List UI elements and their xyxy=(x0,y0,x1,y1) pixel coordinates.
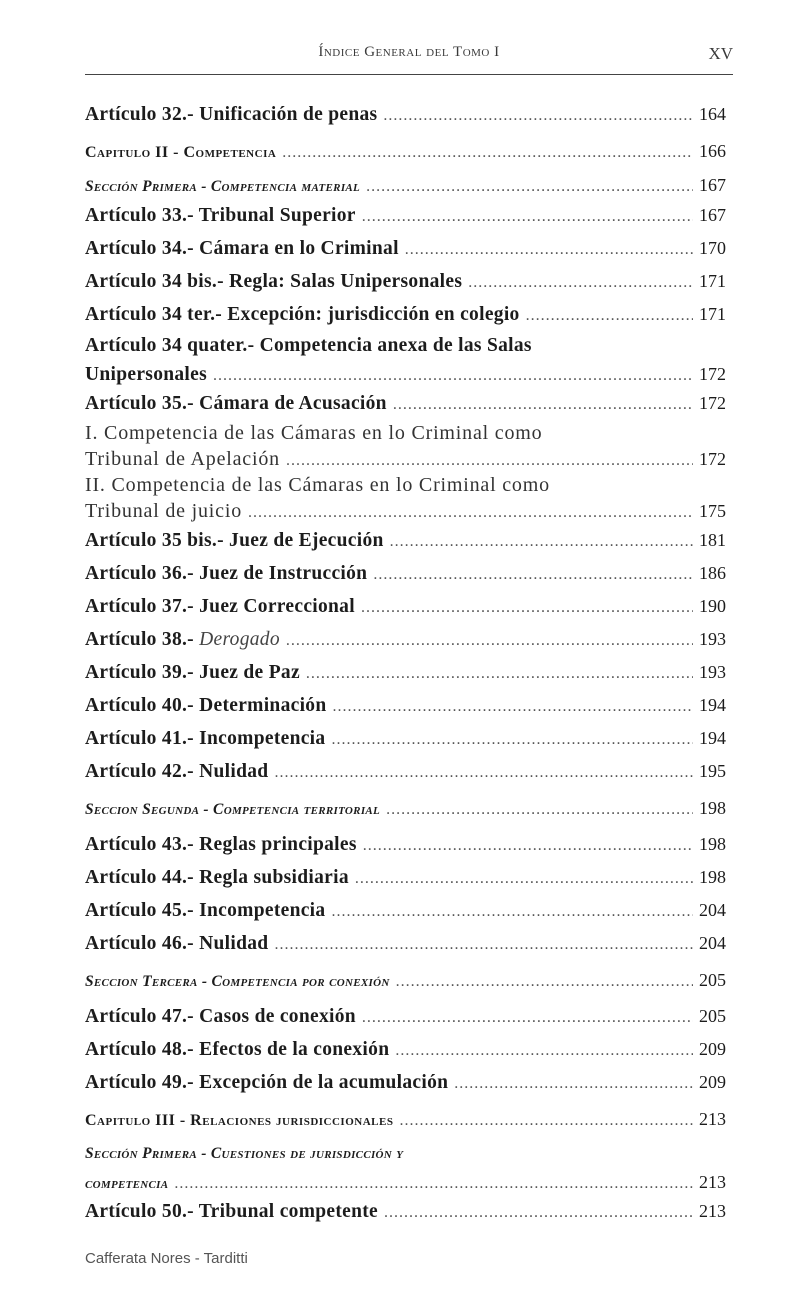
dot-leader xyxy=(396,962,693,1002)
toc-entry-page: 167 xyxy=(699,175,726,195)
dot-leader xyxy=(373,558,693,591)
toc-entry-page: 164 xyxy=(699,104,726,124)
dot-leader xyxy=(213,363,693,389)
dot-leader xyxy=(248,500,693,526)
toc-entry-title: Artículo 48.- Efectos de la conexión xyxy=(85,1039,390,1060)
toc-entry xyxy=(85,927,726,960)
toc-entry-title: Artículo 32.- Unificación de penas xyxy=(85,104,378,125)
toc-entry-title: Artículo 34 ter.- Excepción: jurisdicción en colegio xyxy=(85,304,520,325)
toc-entry xyxy=(85,298,726,331)
dot-leader xyxy=(386,790,693,830)
toc-entry-title-line1: Sección Primera - Cuestiones de jurisdicción y xyxy=(85,1145,404,1162)
dot-leader xyxy=(174,1171,693,1197)
toc-entry-page: 166 xyxy=(699,141,726,161)
toc-entry-page: 194 xyxy=(699,695,726,715)
toc-entry-page: 175 xyxy=(699,501,726,521)
toc-entry xyxy=(85,131,726,171)
toc-entry-page: 198 xyxy=(699,867,726,887)
toc-entry-title: Artículo 39.- Juez de Paz xyxy=(85,662,300,683)
toc-entry xyxy=(85,1169,726,1195)
dot-leader xyxy=(286,624,693,657)
dot-leader xyxy=(384,1196,693,1229)
dot-leader xyxy=(395,1034,693,1067)
toc-entry-page: 190 xyxy=(699,596,726,616)
dot-leader xyxy=(363,829,693,862)
toc-entry-title: Artículo 34.- Cámara en lo Criminal xyxy=(85,238,399,259)
toc-entry-title: Seccion Segunda - Competencia territorial xyxy=(85,801,381,818)
toc-entry-page: 209 xyxy=(699,1072,726,1092)
dot-leader xyxy=(274,928,693,961)
header-page-number: XV xyxy=(708,44,733,63)
toc-entry-page: 205 xyxy=(699,1006,726,1026)
toc-entry-title: Artículo 41.- Incompetencia xyxy=(85,728,326,749)
dot-leader xyxy=(393,388,693,421)
toc-entry xyxy=(85,1000,726,1033)
toc-entry xyxy=(85,656,726,689)
toc-entry-page: 171 xyxy=(699,304,726,324)
dot-leader xyxy=(355,862,693,895)
dot-leader xyxy=(399,1101,693,1141)
dot-leader xyxy=(362,1001,693,1034)
toc-entry-page: 205 xyxy=(699,970,726,990)
toc-entry xyxy=(85,1033,726,1066)
toc-entry-title xyxy=(85,623,280,656)
dot-leader xyxy=(526,299,693,332)
toc-entry-title: Artículo 35.- Cámara de Acusación xyxy=(85,393,387,414)
toc-entry-title: Artículo 50.- Tribunal competente xyxy=(85,1201,378,1222)
toc-entry xyxy=(85,171,726,199)
toc-entry xyxy=(85,689,726,722)
toc-entry-page: 186 xyxy=(699,563,726,583)
toc-entry-page: 198 xyxy=(699,834,726,854)
dot-leader xyxy=(468,266,693,299)
toc-entry xyxy=(85,387,726,420)
header-rule xyxy=(85,74,733,75)
toc-entry xyxy=(85,894,726,927)
toc-entry xyxy=(85,788,726,828)
toc-entry xyxy=(85,1099,726,1139)
toc-entry xyxy=(85,498,726,524)
toc-entry-page: 213 xyxy=(699,1201,726,1221)
table-of-contents xyxy=(85,98,726,1228)
toc-entry-title: Sección Primera - Competencia material xyxy=(85,178,361,195)
toc-entry xyxy=(85,446,726,472)
dot-leader xyxy=(282,133,693,173)
toc-entry xyxy=(85,755,726,788)
toc-entry-page: 170 xyxy=(699,238,726,258)
dot-leader xyxy=(331,895,693,928)
toc-entry-title: Artículo 33.- Tribunal Superior xyxy=(85,205,356,226)
toc-entry-title: Artículo 42.- Nulidad xyxy=(85,761,269,782)
toc-entry-page: 171 xyxy=(699,271,726,291)
toc-entry-title: Artículo 40.- Determinación xyxy=(85,695,327,716)
article-number: Artículo 38.- xyxy=(85,629,194,650)
dot-leader xyxy=(333,690,694,723)
toc-entry xyxy=(85,265,726,298)
toc-entry-page: 198 xyxy=(699,798,726,818)
toc-entry xyxy=(85,590,726,623)
toc-entry xyxy=(85,557,726,590)
toc-entry-title-line1: Artículo 34 quater.- Competencia anexa de las Salas xyxy=(85,335,532,356)
dot-leader xyxy=(331,723,693,756)
toc-entry-page: 195 xyxy=(699,761,726,781)
toc-entry-title-line1: I. Competencia de las Cámaras en lo Criminal como xyxy=(85,422,543,444)
toc-entry-title: Artículo 35 bis.- Juez de Ejecución xyxy=(85,530,384,551)
toc-entry xyxy=(85,960,726,1000)
toc-entry-title: Seccion Tercera - Competencia por conexión xyxy=(85,973,390,990)
toc-entry-page: 193 xyxy=(699,629,726,649)
toc-entry xyxy=(85,1195,726,1228)
toc-entry-title: Artículo 43.- Reglas principales xyxy=(85,834,357,855)
toc-entry-title: Capitulo III - Relaciones jurisdiccionales xyxy=(85,1112,394,1129)
toc-entry-title: Artículo 49.- Excepción de la acumulación xyxy=(85,1072,449,1093)
toc-entry-page: 209 xyxy=(699,1039,726,1059)
toc-entry-title-line1: II. Competencia de las Cámaras en lo Criminal como xyxy=(85,474,550,496)
toc-entry-title: Tribunal de juicio xyxy=(85,500,242,522)
toc-entry-title: competencia xyxy=(85,1175,169,1192)
toc-entry-title: Artículo 34 bis.- Regla: Salas Unipersonales xyxy=(85,271,463,292)
toc-entry-page: 213 xyxy=(699,1172,726,1192)
header-title: Índice General del Tomo I xyxy=(318,44,500,60)
dot-leader xyxy=(274,756,693,789)
dot-leader xyxy=(362,200,693,233)
toc-entry-page: 172 xyxy=(699,393,726,413)
toc-entry-page: 213 xyxy=(699,1109,726,1129)
toc-entry-page: 193 xyxy=(699,662,726,682)
dot-leader xyxy=(383,99,693,132)
toc-entry xyxy=(85,524,726,557)
toc-entry xyxy=(85,828,726,861)
toc-entry-title: Tribunal de Apelación xyxy=(85,448,280,470)
footer-authors: Cafferata Nores - Tarditti xyxy=(85,1250,248,1267)
article-status: Derogado xyxy=(199,629,280,650)
toc-entry xyxy=(85,361,726,387)
toc-entry-title: Artículo 37.- Juez Correccional xyxy=(85,596,355,617)
toc-entry xyxy=(85,98,726,131)
dot-leader xyxy=(454,1067,693,1100)
toc-entry-page: 194 xyxy=(699,728,726,748)
toc-entry-title: Artículo 44.- Regla subsidiaria xyxy=(85,867,349,888)
toc-entry-page: 172 xyxy=(699,364,726,384)
toc-entry xyxy=(85,861,726,894)
toc-entry-page: 167 xyxy=(699,205,726,225)
toc-entry xyxy=(85,722,726,755)
toc-entry-page: 172 xyxy=(699,449,726,469)
toc-entry-page: 181 xyxy=(699,530,726,550)
dot-leader xyxy=(286,448,693,474)
dot-leader xyxy=(405,233,693,266)
toc-entry xyxy=(85,199,726,232)
toc-entry xyxy=(85,623,726,656)
toc-entry-title: Artículo 47.- Casos de conexión xyxy=(85,1006,356,1027)
toc-entry-title: Unipersonales xyxy=(85,364,207,385)
toc-entry xyxy=(85,1066,726,1099)
toc-entry-title: Capitulo II - Competencia xyxy=(85,144,277,161)
toc-entry-title: Artículo 36.- Juez de Instrucción xyxy=(85,563,368,584)
toc-entry xyxy=(85,232,726,265)
dot-leader xyxy=(390,525,693,558)
toc-entry-title: Artículo 46.- Nulidad xyxy=(85,933,269,954)
toc-entry-title: Artículo 45.- Incompetencia xyxy=(85,900,326,921)
toc-entry-page: 204 xyxy=(699,933,726,953)
dot-leader xyxy=(366,173,693,201)
dot-leader xyxy=(306,657,693,690)
running-header xyxy=(85,44,733,74)
toc-entry-page: 204 xyxy=(699,900,726,920)
dot-leader xyxy=(361,591,693,624)
